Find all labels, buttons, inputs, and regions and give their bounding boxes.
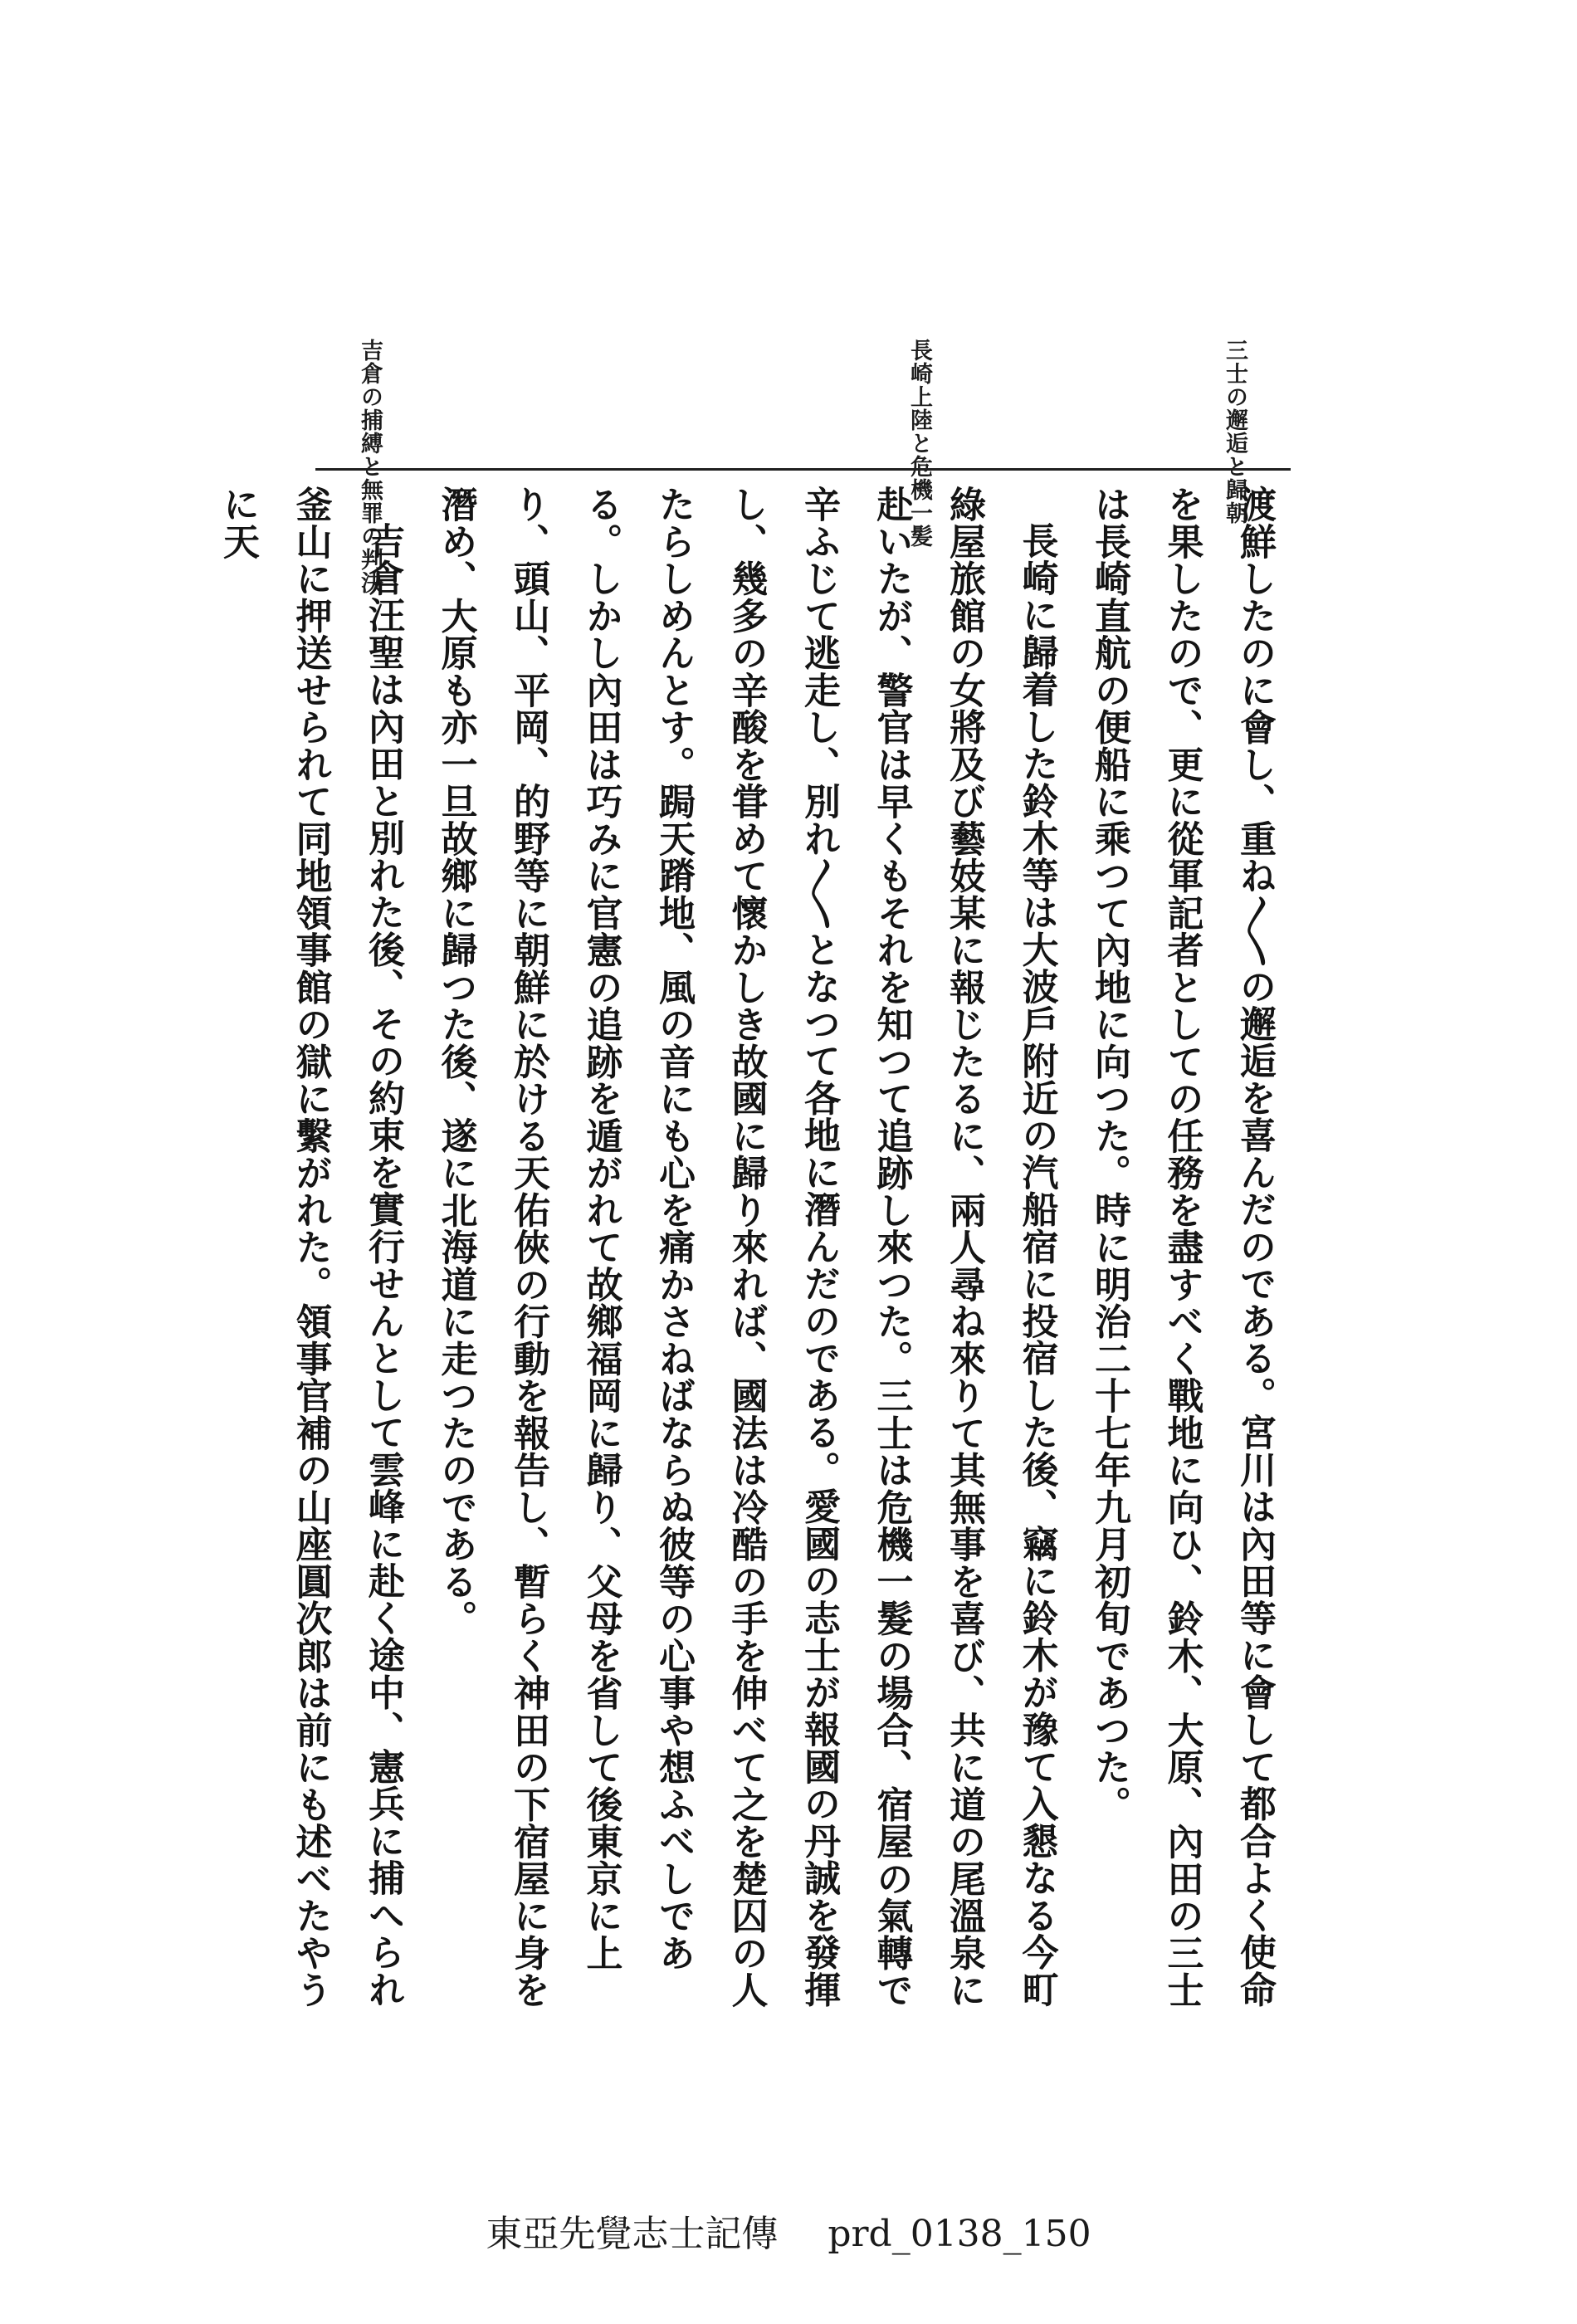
margin-note-reunion: 三士の邂逅と歸朝	[1222, 339, 1247, 525]
book-title: 東亞先覺志士記傳	[486, 2213, 779, 2255]
paragraph: 吉倉汪聖は內田と別れた後、その約束を實行せんとして雲峰に赴く途中、憲兵に捕へられ釜山に押送せられて同地領事館の獄に繫がれた。領事官補の山座圓次郎は前にも述べたやうに天	[217, 486, 404, 2009]
body-text	[217, 486, 1291, 2009]
paragraph: 長崎に歸着した鈴木等は大波戶附近の汽船宿に投宿した後、竊に鈴木が豫て入懇なる今町綠屋旅館の女將及び藝妓某に報じたるに、兩人尋ね來りて其無事を喜び、共に道の尾溫泉に赴いたが、警官は早くもそれを知つて追跡し來つた。三士は危機一髮の場合、宿屋の氣轉で辛ふじて逃走し、別れ〳〵となつて各地に潛んだのである。愛國の志士が報國の丹誠を發揮し、幾多の辛酸を甞めて懷かしき故國に歸り來れば、國法は冷酷の手を伸べて之を楚囚の人たらしめんとす。跼天蹐地、風の音にも心を痛かさねばならぬ彼等の心事や想ふべしである。しかし內田は巧みに官憲の追跡を遁がれて故鄉福岡に歸り、父母を省して後東京に上り、頭山、平岡、的野等に朝鮮に於ける天佑俠の行動を報告し、暫らく神田の下宿屋に身を潛め、大原も亦一旦故鄉に歸つた後、遂に北海道に走つたのである。	[434, 486, 1058, 2009]
page-footer	[0, 2204, 1577, 2257]
header-rule	[315, 468, 1291, 471]
paragraph: 渡鮮したのに會し、重ね〳〵の邂逅を喜んだのである。宮川は內田等に會して都合よく使命を果したので、更に從軍記者としての任務を盡すべく戰地に向ひ、鈴木、大原、內田の三士は長崎直航の便船に乘つて內地に向つた。時に明治二十七年九月初旬であつた。	[1088, 486, 1276, 2009]
margin-note-yoshikura: 吉倉の捕縛と無罪の判決	[357, 339, 383, 594]
page-id: prd_0138_150	[828, 2213, 1091, 2255]
margin-note-nagasaki: 長崎上陸と危機一髪	[906, 339, 932, 548]
